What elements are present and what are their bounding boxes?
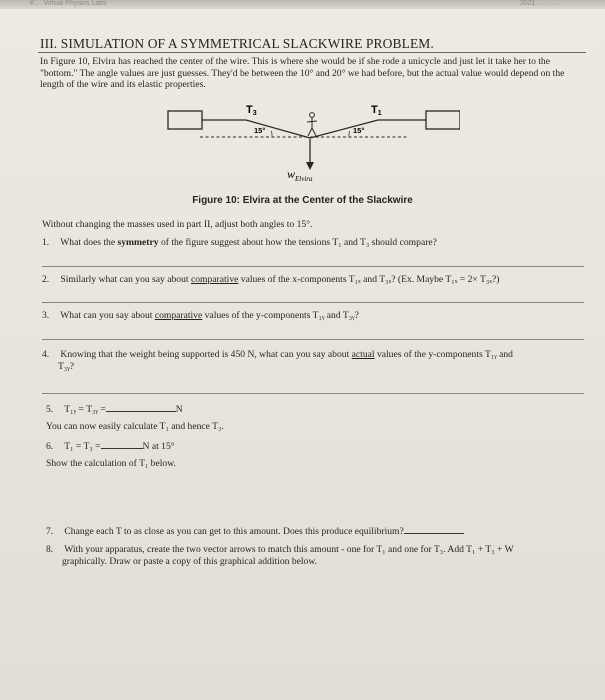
q1-number: 1.	[42, 237, 50, 248]
question-7	[46, 524, 464, 538]
question-3	[42, 310, 359, 322]
q3-text-pre: What can you say about	[60, 310, 155, 321]
weight-label: $w_{Elvira}$	[287, 167, 313, 183]
q5-answer-blank[interactable]	[106, 402, 176, 412]
q3-underline: comparative	[154, 310, 203, 321]
question-1	[42, 237, 437, 249]
elvira-stick-figure-icon	[307, 113, 317, 136]
q4-line2: T₃ᵧ?	[58, 361, 75, 372]
header-right: 2021 … … …	[520, 0, 563, 7]
q1-answer-line[interactable]	[42, 266, 584, 267]
q6-answer-blank[interactable]	[101, 439, 143, 449]
q4-text-pre: Knowing that the weight being supported is 450 N, what can you say about	[60, 349, 352, 360]
q8-number: 8.	[46, 544, 54, 555]
figure-caption: Figure 10: Elvira at the Center of the Slackwire	[192, 195, 413, 206]
wire-right-sloped	[310, 120, 378, 138]
q6-number: 6.	[46, 441, 54, 452]
q3-answer-line[interactable]	[42, 339, 584, 340]
header-left: K… Virtual Physics Labs	[30, 0, 107, 7]
weight-arrow-head	[306, 162, 314, 170]
q3-number: 3.	[42, 310, 50, 321]
q2-text-pre: Similarly what can you say about	[60, 274, 191, 285]
slackwire-figure	[160, 102, 460, 199]
q1-text-post: of the figure suggest about how the tensions T₁ and T₃ should compare?	[158, 237, 437, 248]
instruction-text: Without changing the masses used in part II, adjust both angles to 15°.	[42, 219, 313, 230]
q5-unit: N	[175, 404, 183, 415]
q2-answer-line[interactable]	[42, 302, 584, 303]
left-angle-label: 15°	[254, 126, 266, 135]
q6-text: T₁ = T₃ =	[64, 441, 101, 452]
q5-number: 5.	[46, 404, 54, 415]
q3-text-post: values of the y-components T₁ᵧ and T₃ᵧ?	[202, 310, 359, 321]
question-5	[46, 402, 183, 416]
title-rule	[38, 52, 586, 53]
question-6	[46, 439, 175, 453]
question-2	[42, 274, 499, 286]
q5-text: T₁ᵧ = T₃ᵧ =	[64, 404, 106, 415]
q2-text-post: values of the x-components T₁ₓ and T₃ₓ? (Ex. Maybe T₁ₓ = 2× T₃ₓ?)	[238, 274, 500, 285]
q8-text: With your apparatus, create the two vector arrows to match this amount - one for T₁ and one for T₃. Add T₁ + T₃ + W	[64, 544, 514, 555]
q6-unit: N at 15°	[142, 441, 175, 452]
right-angle-arc	[349, 131, 350, 137]
question-8	[46, 544, 514, 556]
q1-bold: symmetry	[117, 237, 159, 248]
q4-text-post: values of the y-components T₁ᵧ and	[374, 349, 513, 360]
right-anchor-box	[426, 111, 460, 129]
slackwire-diagram	[160, 102, 460, 194]
q7-answer-blank[interactable]	[404, 524, 464, 534]
q5-followup: You can now easily calculate T₁ and hence T₃.	[46, 421, 224, 432]
q4-answer-line[interactable]	[42, 393, 584, 394]
q7-text: Change each T to as close as you can get to this amount. Does this produce equilibrium?	[64, 526, 404, 537]
q4-number: 4.	[42, 349, 50, 360]
left-angle-arc	[272, 131, 273, 137]
q1-text-pre: What does the	[60, 237, 118, 248]
q4-underline: actual	[351, 349, 375, 360]
right-tension-label: T1	[371, 104, 382, 117]
q8-line2: graphically. Draw or paste a copy of this graphical addition below.	[62, 556, 318, 567]
left-anchor-box	[168, 111, 202, 129]
section-title: III. SIMULATION OF A SYMMETRICAL SLACKWIRE PROBLEM.	[40, 36, 434, 51]
q2-number: 2.	[42, 274, 50, 285]
q6-followup: Show the calculation of T₁ below.	[46, 458, 176, 469]
q2-underline: comparative	[190, 274, 239, 285]
question-4	[42, 349, 513, 361]
right-angle-label: 15°	[353, 126, 365, 135]
q7-number: 7.	[46, 526, 54, 537]
intro-paragraph: In Figure 10, Elvira has reached the center of the wire. This is where she would be if she rode a unicycle and just let it take her to the "bottom." The angle values are just guesses. They'd be between the 10° and 20° we had before, but the actual value would depend on the length of the wire and its elastic properties.	[40, 56, 565, 91]
left-tension-label: T3	[246, 104, 257, 117]
